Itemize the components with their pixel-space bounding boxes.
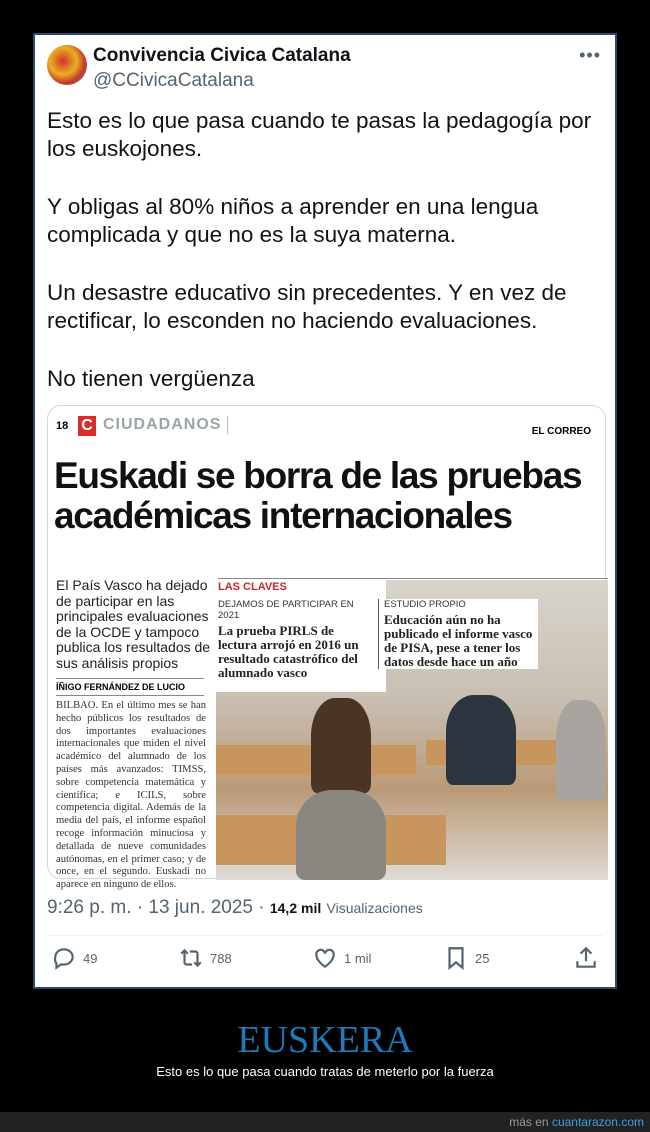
clave-text: La prueba PIRLS de lectura arrojó en 2016 un resultado catastrófico del alumnado vasco (218, 623, 359, 680)
section-name: CIUDADANOS (103, 416, 228, 434)
divider (47, 935, 603, 936)
retweet-count: 788 (210, 950, 232, 966)
heart-icon (312, 945, 338, 971)
reply-count: 49 (83, 950, 98, 966)
tweet-text (47, 107, 607, 424)
post-caption: Esto es lo que pasa cuando tratas de meterlo por la fuerza (156, 1064, 494, 1079)
bookmark-icon (443, 945, 469, 971)
newspaper-name: EL CORREO (531, 426, 591, 437)
views-label: Visualizaciones (326, 900, 423, 916)
share-button[interactable] (573, 945, 599, 971)
clave-kicker: DEJAMOS DE PARTICIPAR EN 2021 (218, 599, 354, 621)
bookmark-count: 25 (475, 950, 490, 966)
tweet-card (33, 33, 617, 989)
headline: Euskadi se borra de las pruebas académicas internacionales (54, 455, 582, 536)
footer-bar (0, 1112, 650, 1132)
share-icon (573, 945, 599, 971)
post-title: EUSKERA (237, 1019, 413, 1061)
reply-icon (51, 945, 77, 971)
reply-button[interactable] (51, 945, 97, 971)
footer-prefix: más en (509, 1115, 552, 1129)
author-handle[interactable]: @CCivicaCatalana (93, 70, 254, 91)
tweet-paragraph: Esto es lo que pasa cuando te pasas la pedagogía por los euskojones. (47, 108, 592, 161)
tweet-paragraph: Un desastre educativo sin precedentes. Y en vez de rectificar, lo esconden no haciendo evaluaciones. (47, 280, 567, 333)
like-button[interactable] (312, 945, 371, 971)
tweet-meta (47, 897, 423, 919)
article-body: BILBAO. En el último mes se han hecho públicos los resultados de dos importantes evaluaciones internacionales que miden el nivel académico del alumnado de los países más avanzados: TIMSS, sobre competencia matemática y científica; e ICILS, sobre competencia digital. Además de la media del país, el informe español recoge información minuciosa y detallada de nueve comunidades autónomas, en el primer caso; y de once, en el segundo. Euskadi no aparece en ninguno de ellos. (56, 700, 206, 891)
subheadline: El País Vasco ha dejado de participar en las principales evaluaciones de la OCDE y tampoco publica los resultados de sus análisis propios (56, 577, 211, 671)
clave-item (218, 599, 373, 680)
author-name[interactable]: Convivencia Civica Catalana (93, 45, 351, 66)
byline: ÍÑIGO FERNÁNDEZ DE LUCIO (56, 678, 204, 696)
like-count: 1 mil (344, 950, 372, 966)
section-logo: C (78, 416, 96, 436)
page-number: 18 (56, 420, 69, 432)
site-link[interactable]: cuantarazon.com (551, 1115, 644, 1129)
tweet-paragraph: Y obligas al 80% niños a aprender en una lengua complicada y que no es la suya materna. (47, 194, 539, 247)
clave-text: Educación aún no ha publicado el informe vasco de PISA, pese a tener los datos desde hace un año (384, 612, 533, 669)
claves-label: LAS CLAVES (218, 578, 608, 593)
clave-kicker: ESTUDIO PROPIO (384, 599, 466, 610)
clave-item (378, 599, 538, 669)
newspaper-image[interactable] (47, 405, 606, 891)
views-count: 14,2 mil (269, 900, 322, 916)
retweet-button[interactable] (178, 945, 232, 971)
avatar[interactable] (47, 45, 87, 85)
retweet-icon (178, 945, 204, 971)
timestamp[interactable]: 9:26 p. m. · 13 jun. 2025 · (47, 897, 270, 918)
more-options-icon[interactable]: ••• (579, 45, 601, 65)
tweet-paragraph: No tienen vergüenza (47, 366, 255, 391)
bookmark-button[interactable] (443, 945, 489, 971)
